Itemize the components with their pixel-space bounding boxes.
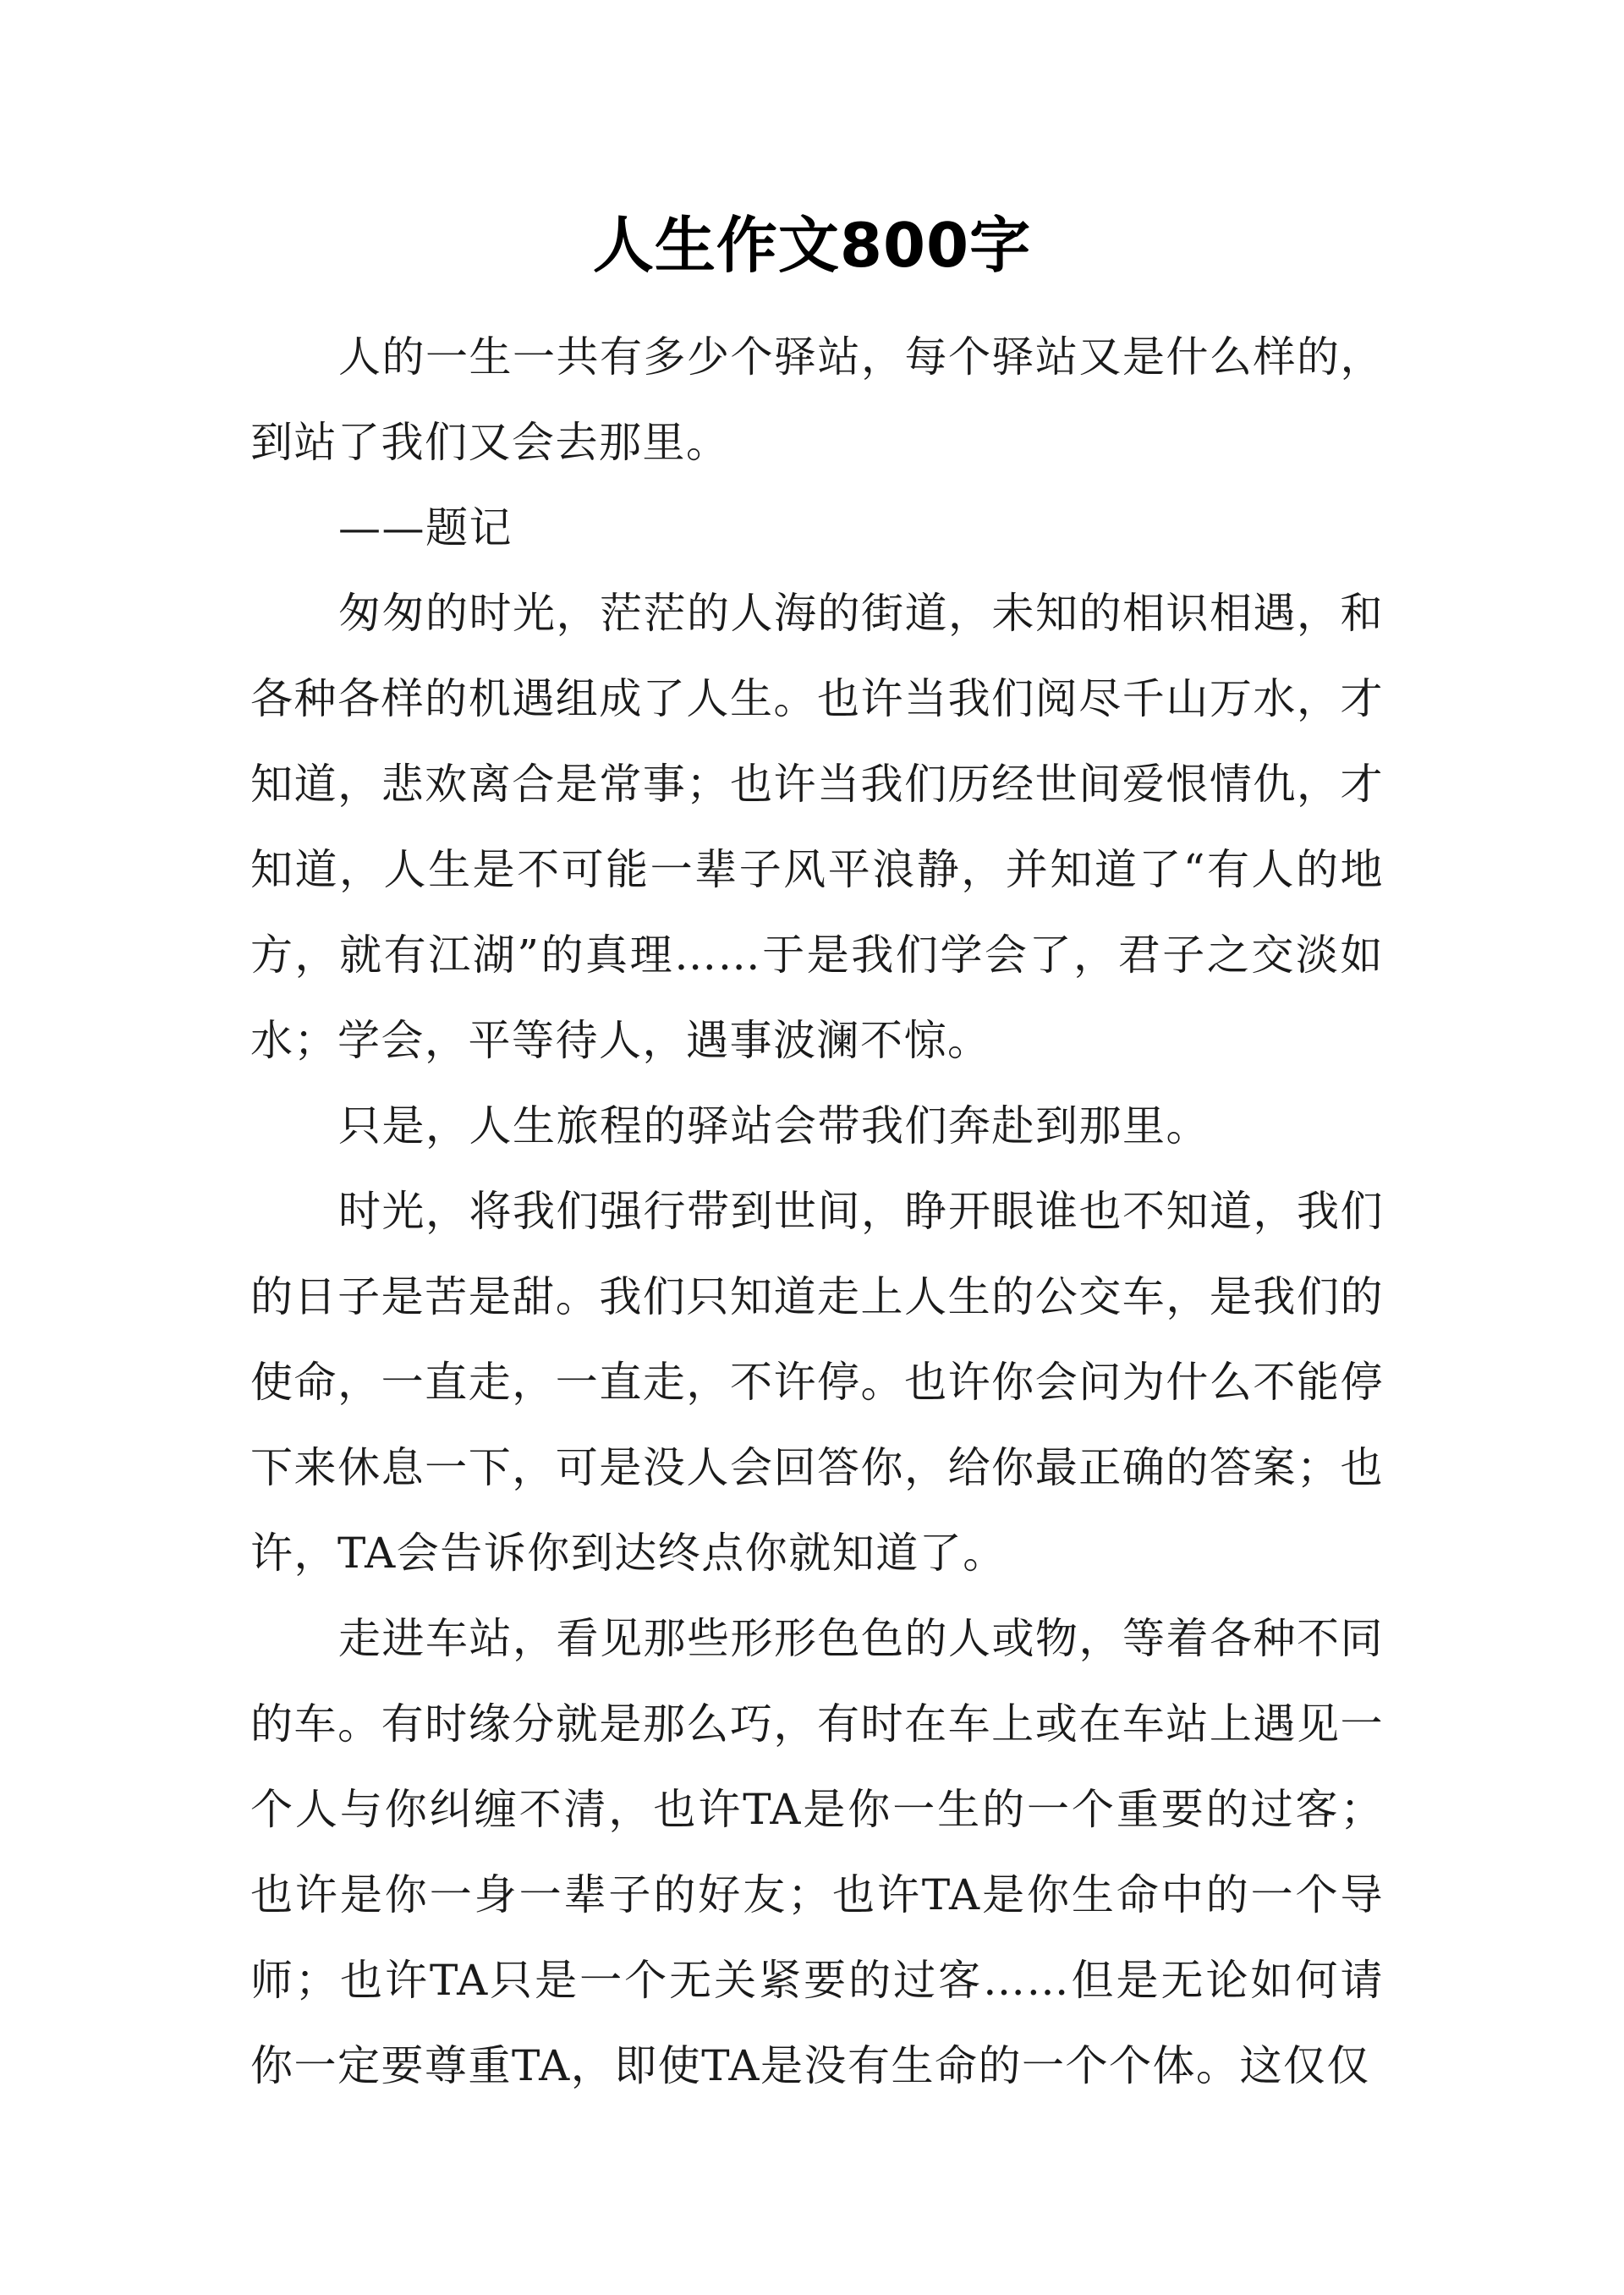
- paragraph-3: 只是，人生旅程的驿站会带我们奔赴到那里。: [338, 1101, 1210, 1150]
- paragraph-2: 匆匆的时光，茫茫的人海的街道，未知的相识相遇，和各种各样的机遇组成了人生。也许当我们阅尽千山万水，才知道，悲欢离合是常事；也许当我们历经世间爱恨情仇，才知道，人生是不可能一辈子风平浪静，并知道了“有人的地方，就有江湖”的真理……于是我们学会了，君子之交淡如水；学会，平等待人，遇事波澜不惊。: [250, 589, 1384, 1065]
- paragraph-4: 时光，将我们强行带到世间，睁开眼谁也不知道，我们的日子是苦是甜。我们只知道走上人生的公交车，是我们的使命，一直走，一直走，不许停。也许你会问为什么不能停下来休息一下，可是没人会回答你，给你最正确的答案；也许，TA会告诉你到达终点你就知道了。: [250, 1187, 1384, 1578]
- paragraph-epigraph-attribution: ——题记: [338, 503, 513, 552]
- paragraph-5: 走进车站，看见那些形形色色的人或物，等着各种不同的车。有时缘分就是那么巧，有时在车上或在车站上遇见一个人与你纠缠不清，也许TA是你一生的一个重要的过客；也许是你一身一辈子的好友；也许TA是你生命中的一个导师；也许TA只是一个无关紧要的过客……但是无论如何请你一定要尊重TA，即使TA是没有生命的一个个体。这仅仅: [250, 1614, 1384, 2090]
- paragraph-1: 人的一生一共有多少个驿站，每个驿站又是什么样的，到站了我们又会去那里。: [250, 332, 1384, 467]
- document-title: 人生作文800字: [592, 210, 1032, 281]
- document-body: [250, 315, 1384, 2109]
